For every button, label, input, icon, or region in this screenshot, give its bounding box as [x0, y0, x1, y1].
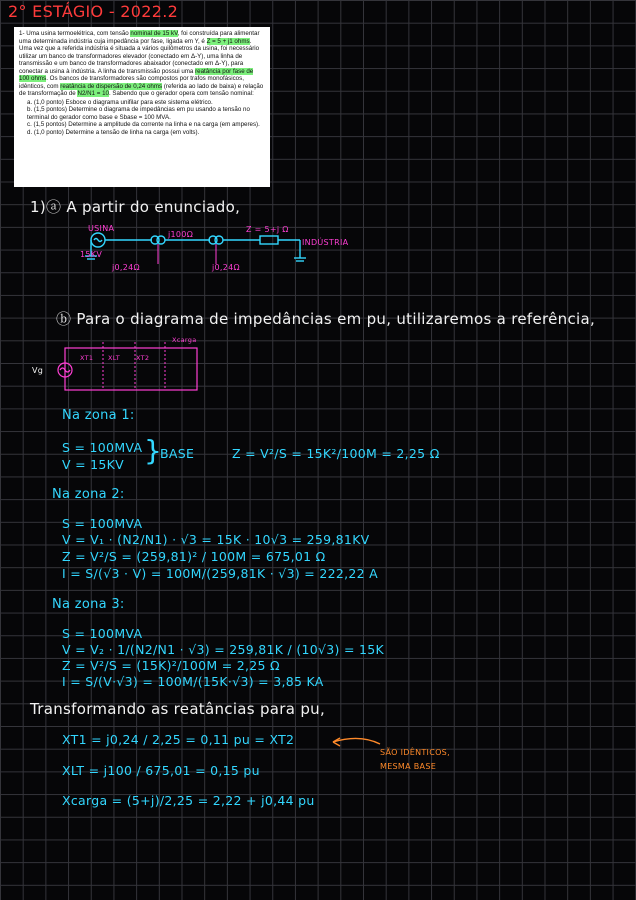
industria-label: INDÚSTRIA: [302, 238, 349, 247]
zona1-base: BASE: [160, 446, 195, 461]
zona3-line: Z = V²/S = (15K)²/100M = 2,25 Ω: [62, 658, 280, 673]
vg-label: Vg: [32, 366, 44, 375]
problem-item-a: a. (1,0 ponto) Esboce o diagrama unifilar para este sistema elétrico.: [27, 98, 213, 106]
zona3-line: S = 100MVA: [62, 626, 143, 641]
problem-item-b: b. (1,5 pontos) Determine o diagrama de impedâncias em pu usando a tensão no terminal do gerador como base e Sbase = 100 MVA.: [27, 106, 250, 121]
line-reactance-label: j100Ω: [168, 230, 194, 239]
xt1-pu: XT1 = j0,24 / 2,25 = 0,11 pu = XT2: [62, 732, 295, 747]
part-b-heading: ⓑ Para o diagrama de impedâncias em pu, utilizaremos a referência,: [56, 310, 596, 328]
note-arrow: [325, 732, 385, 752]
problem-item-d: d. (1,0 ponto) Determine a tensão de linha na carga (em volts).: [27, 128, 200, 136]
zona3-title: Na zona 3:: [52, 597, 125, 612]
zona1-title: Na zona 1:: [62, 408, 135, 423]
zona1-brace: }: [144, 434, 163, 467]
zona3-line: I = S/(V·√3) = 100M/(15K·√3) = 3,85 KA: [62, 674, 324, 689]
xcarga-pu: Xcarga = (5+j)/2,25 = 2,22 + j0,44 pu: [62, 793, 315, 808]
note-identicos: SÃO IDÊNTICOS,: [380, 748, 450, 757]
transform-heading: Transformando as reatâncias para pu,: [30, 700, 326, 718]
note-mesma-base: MESMA BASE: [380, 762, 437, 771]
xlt-label: XLT: [108, 354, 121, 362]
zona1-z: Z = V²/S = 15K²/100M = 2,25 Ω: [232, 446, 440, 461]
xt1-label: XT1: [80, 354, 94, 362]
problem-item-c: c. (1,5 pontos) Determine a amplitude da corrente na linha e na carga (em amperes).: [27, 121, 260, 128]
load-impedance-label: Z = 5+j Ω: [246, 225, 289, 234]
zona1-v: V = 15KV: [62, 457, 125, 472]
xt1-reactance-label: j0,24Ω: [112, 263, 140, 272]
problem-statement-card: [14, 27, 270, 187]
problem-statement: 1- Uma usina termoelétrica, com tensão nominal de 15 kV, foi construída para alimentar uma determinada indústria cuja impedância por fase, ligada em Y, é Z = 5 + j1 ohms. Uma vez que a referida indústria é situada a vários quilômetros da usina, foi necessário utilizar um banco de transformadores elevador (conectado em Δ-Y), uma linha de transmissão e um banco de transformadores abaixador (conectado em Δ-Y), para conectar a usina à indústria. A linha de transmissão possui uma reatância por fase de 100 ohms. Os bancos de transformadores são compostos por trafos monofásicos, idênticos, com reatância de dispersão de 0,24 ohms (referida ao lado de baixa) e relação de transformação de N2/N1 = 10. Sabendo que o gerador opera com tensão nominal:: [19, 30, 264, 97]
zona2-line: S = 100MVA: [62, 516, 143, 531]
problem-items: [19, 99, 265, 137]
usina-label: USINA: [88, 224, 115, 233]
load-impedance: [260, 236, 278, 244]
xcarga-label: Xcarga: [172, 336, 197, 344]
xlt-pu: XLT = j100 / 675,01 = 0,15 pu: [62, 763, 260, 778]
generator-voltage-label: 15KV: [80, 250, 103, 259]
part-a-heading: 1)ⓐ A partir do enunciado,: [30, 198, 241, 216]
page-title: 2° ESTÁGIO - 2022.2: [8, 2, 179, 21]
zona2-line: Z = V²/S = (259,81)² / 100M = 675,01 Ω: [62, 549, 326, 564]
xt2-label: XT2: [136, 354, 150, 362]
zona2-line: V = V₁ · (N2/N1) · √3 = 15K · 10√3 = 259,81KV: [62, 532, 370, 547]
zona2-line: I = S/(√3 · V) = 100M/(259,81K · √3) = 222,22 A: [62, 566, 378, 581]
zona2-title: Na zona 2:: [52, 487, 125, 502]
zona1-s: S = 100MVA: [62, 440, 143, 455]
zona3-line: V = V₂ · 1/(N2/N1 · √3) = 259,81K / (10√3) = 15K: [62, 642, 385, 657]
xt2-reactance-label: j0,24Ω: [212, 263, 240, 272]
